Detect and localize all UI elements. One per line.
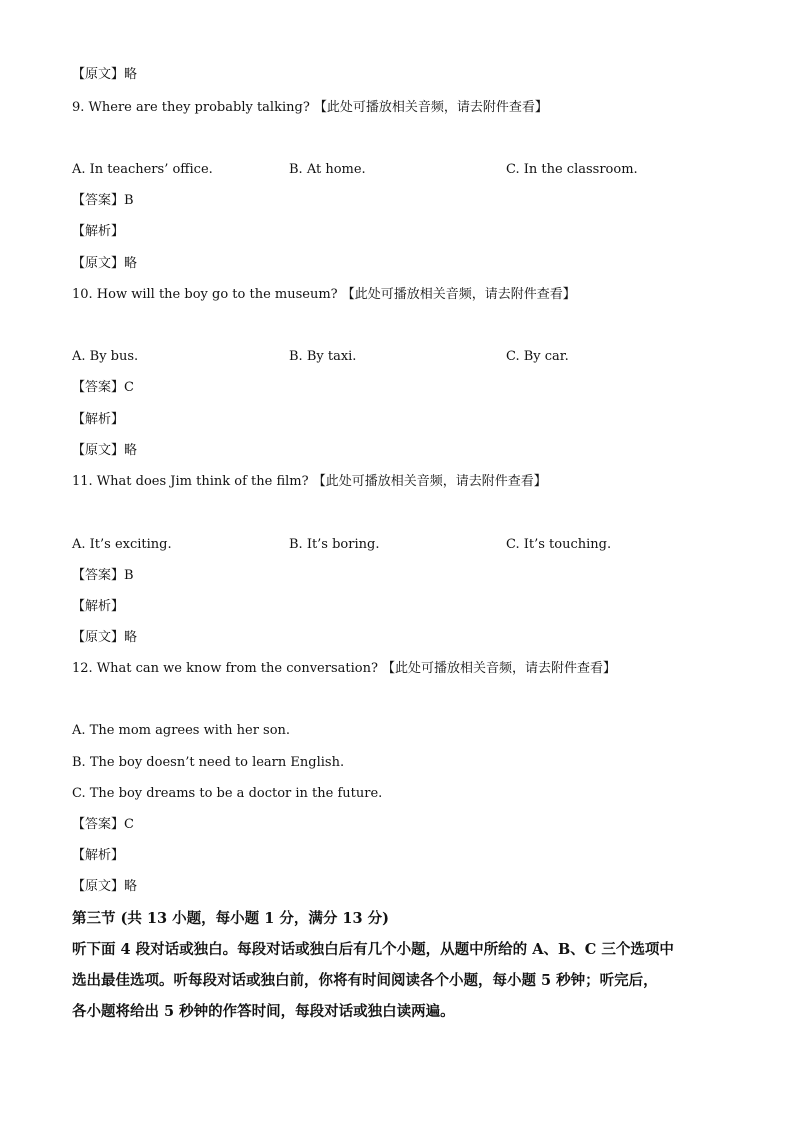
- q12-original-text: 【原文】略: [72, 879, 138, 894]
- q10-answer: 【答案】C: [72, 380, 134, 395]
- q12-answer: 【答案】C: [72, 817, 134, 832]
- q11-original-text: 【原文】略: [72, 630, 138, 645]
- q9-answer: 【答案】B: [72, 193, 134, 208]
- q11-analysis: 【解析】: [72, 599, 125, 614]
- q9-option-a: A. In teachers’ office.: [72, 162, 213, 177]
- q9-option-c: C. In the classroom.: [506, 162, 638, 177]
- q9-analysis: 【解析】: [72, 224, 125, 239]
- q10-analysis: 【解析】: [72, 412, 125, 427]
- section-instructions-line-2: 选出最佳选项。听每段对话或独白前，你将有时间阅读各个小题，每小题 5 秒钟；听完后，: [72, 972, 658, 989]
- q12-option-c: C. The boy dreams to be a doctor in the future.: [72, 786, 383, 801]
- q10-option-a: A. By bus.: [72, 349, 139, 364]
- q10-option-b: B. By taxi.: [289, 349, 357, 364]
- section-heading: 第三节 (共 13 小题，每小题 1 分，满分 13 分): [72, 910, 390, 927]
- question-12: 12. What can we know from the conversation? 【此处可播放相关音频，请去附件查看】: [72, 661, 617, 676]
- q9-original-text: 【原文】略: [72, 256, 138, 271]
- section-instructions-line-3: 各小题将给出 5 秒钟的作答时间，每段对话或独白读两遍。: [72, 1003, 455, 1020]
- original-text-note: 【原文】略: [72, 67, 138, 82]
- question-10: 10. How will the boy go to the museum? 【此处可播放相关音频，请去附件查看】: [72, 287, 576, 302]
- question-11: 11. What does Jim think of the film? 【此处可播放相关音频，请去附件查看】: [72, 474, 547, 489]
- q12-analysis: 【解析】: [72, 848, 125, 863]
- section-instructions-line-1: 听下面 4 段对话或独白。每段对话或独白后有几个小题，从题中所给的 A、B、C 三个选项中: [72, 941, 674, 958]
- q11-option-c: C. It’s touching.: [506, 537, 612, 552]
- question-9: 9. Where are they probably talking? 【此处可播放相关音频，请去附件查看】: [72, 100, 548, 115]
- q10-option-c: C. By car.: [506, 349, 569, 364]
- q12-option-a: A. The mom agrees with her son.: [72, 723, 291, 738]
- q11-answer: 【答案】B: [72, 568, 134, 583]
- q10-original-text: 【原文】略: [72, 443, 138, 458]
- q9-option-b: B. At home.: [289, 162, 366, 177]
- q12-option-b: B. The boy doesn’t need to learn English.: [72, 755, 345, 770]
- q11-option-b: B. It’s boring.: [289, 537, 380, 552]
- q11-option-a: A. It’s exciting.: [72, 537, 172, 552]
